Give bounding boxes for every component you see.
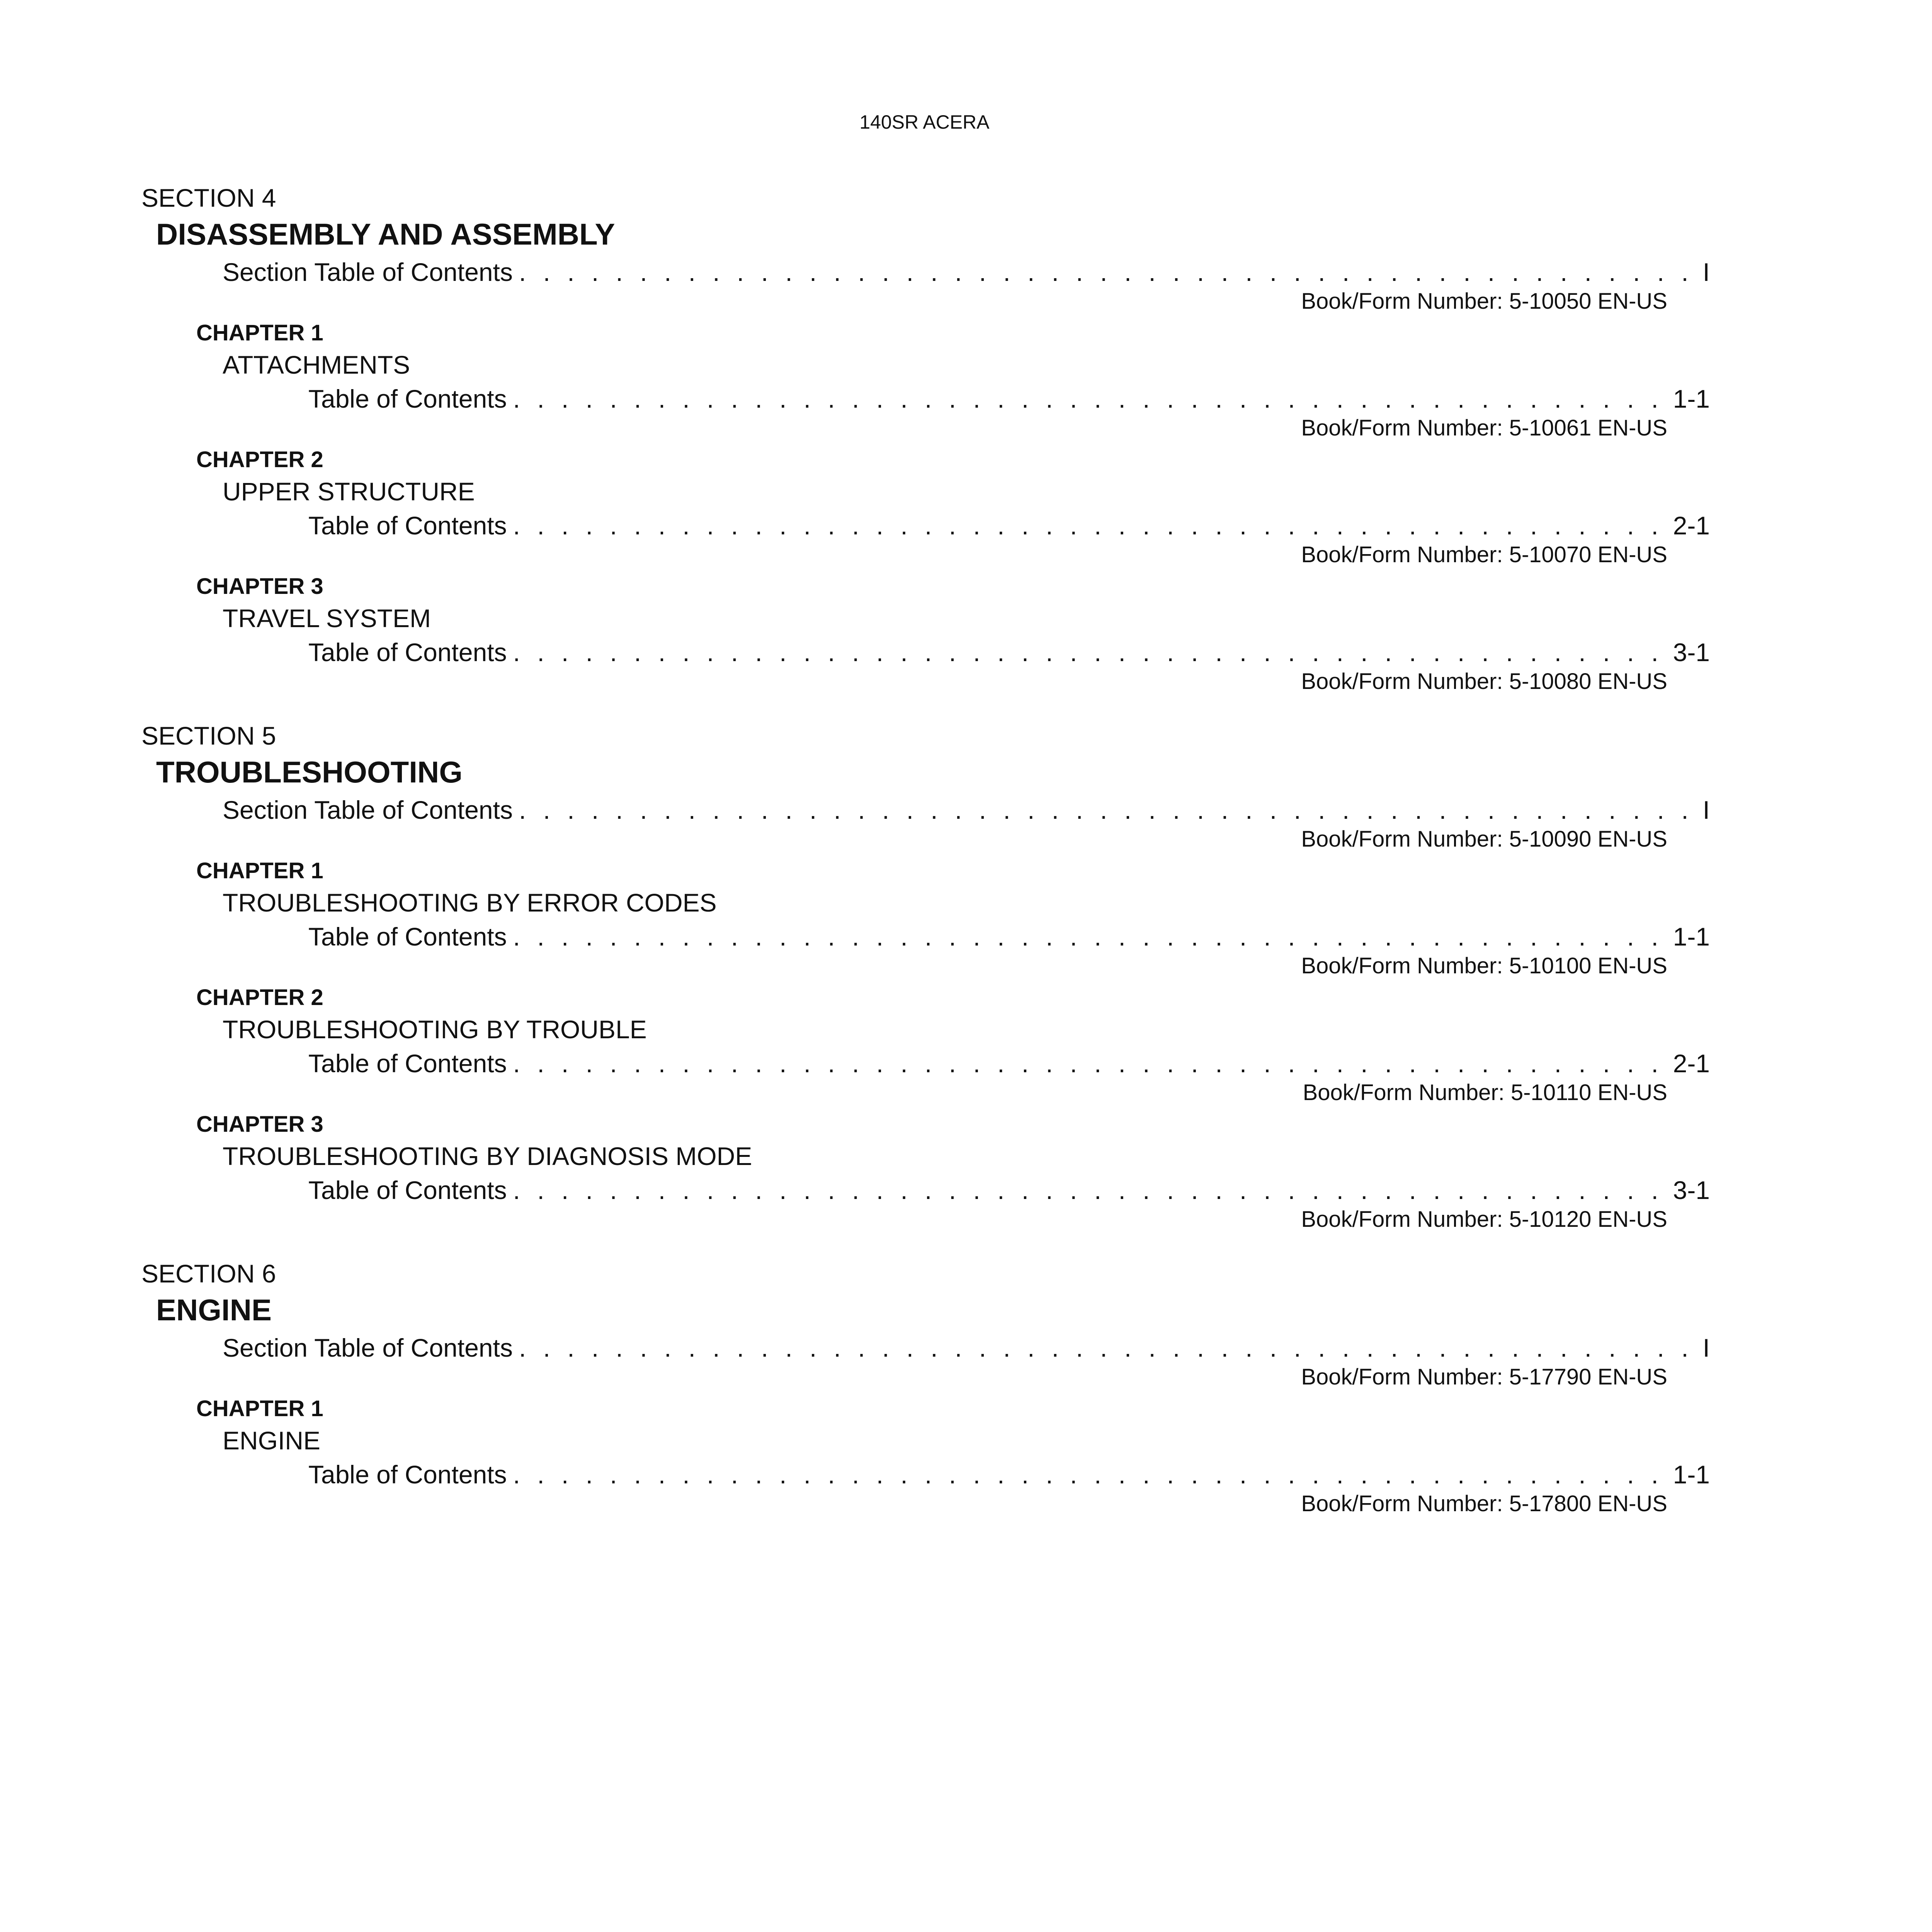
chapter-label: CHAPTER 1 bbox=[196, 858, 323, 883]
toc-entry-text: Table of Contents bbox=[308, 1460, 507, 1489]
section-label: SECTION 5 bbox=[141, 721, 276, 750]
toc-entry-text: Table of Contents bbox=[308, 511, 507, 540]
toc-entry-text: Table of Contents bbox=[308, 1176, 507, 1204]
dot-leader bbox=[519, 254, 1697, 290]
book-form-number: Book/Form Number: 5-17790 EN-US bbox=[1301, 1364, 1667, 1389]
toc-entry-text: Section Table of Contents bbox=[223, 796, 513, 824]
chapter-toc-link[interactable] bbox=[308, 381, 1710, 417]
book-form-number: Book/Form Number: 5-10110 EN-US bbox=[1303, 1080, 1667, 1105]
chapter-toc-link[interactable] bbox=[308, 508, 1710, 543]
dot-leader bbox=[519, 792, 1697, 828]
toc-entry-text: Section Table of Contents bbox=[223, 258, 513, 286]
section-toc-link[interactable] bbox=[223, 792, 1710, 828]
section-title: TROUBLESHOOTING bbox=[156, 755, 463, 789]
section-label: SECTION 4 bbox=[141, 184, 276, 212]
page-reference: I bbox=[1702, 796, 1710, 824]
book-form-number: Book/Form Number: 5-10120 EN-US bbox=[1301, 1207, 1667, 1232]
chapter-title: TROUBLESHOOTING BY ERROR CODES bbox=[223, 888, 717, 917]
chapter-title: TROUBLESHOOTING BY DIAGNOSIS MODE bbox=[223, 1142, 752, 1170]
chapter-label: CHAPTER 3 bbox=[196, 1112, 323, 1137]
chapter-title: UPPER STRUCTURE bbox=[223, 477, 475, 506]
section-title: DISASSEMBLY AND ASSEMBLY bbox=[156, 217, 615, 251]
page-reference: 1-1 bbox=[1673, 1460, 1710, 1489]
chapter-toc-link[interactable] bbox=[308, 1046, 1710, 1081]
page-reference: 1-1 bbox=[1673, 384, 1710, 413]
section-4 bbox=[141, 182, 1710, 696]
chapter-title: TRAVEL SYSTEM bbox=[223, 604, 431, 633]
page-reference: 3-1 bbox=[1673, 1176, 1710, 1204]
dot-leader bbox=[513, 919, 1667, 954]
chapter-label: CHAPTER 3 bbox=[196, 574, 323, 599]
section-6 bbox=[141, 1257, 1710, 1518]
section-5 bbox=[141, 719, 1710, 1233]
toc-entry-text: Table of Contents bbox=[308, 638, 507, 667]
table-of-contents bbox=[141, 182, 1710, 1542]
page-reference: I bbox=[1702, 1333, 1710, 1362]
dot-leader bbox=[513, 1172, 1667, 1208]
page-reference: 2-1 bbox=[1673, 1049, 1710, 1078]
toc-entry-text: Table of Contents bbox=[308, 922, 507, 951]
dot-leader bbox=[513, 381, 1667, 417]
toc-entry-text: Table of Contents bbox=[308, 1049, 507, 1078]
dot-leader bbox=[513, 634, 1667, 670]
chapter-toc-link[interactable] bbox=[308, 634, 1710, 670]
toc-entry-text: Section Table of Contents bbox=[223, 1333, 513, 1362]
section-label: SECTION 6 bbox=[141, 1259, 276, 1288]
dot-leader bbox=[519, 1330, 1697, 1366]
chapter-title: ENGINE bbox=[223, 1426, 321, 1455]
section-title: ENGINE bbox=[156, 1293, 272, 1327]
section-toc-link[interactable] bbox=[223, 254, 1710, 290]
page-reference: 3-1 bbox=[1673, 638, 1710, 667]
page-reference: 2-1 bbox=[1673, 511, 1710, 540]
book-form-number: Book/Form Number: 5-10100 EN-US bbox=[1301, 953, 1667, 978]
chapter-label: CHAPTER 1 bbox=[196, 320, 323, 345]
page-reference: I bbox=[1702, 258, 1710, 286]
page-reference: 1-1 bbox=[1673, 922, 1710, 951]
toc-entry-text: Table of Contents bbox=[308, 384, 507, 413]
chapter-toc-link[interactable] bbox=[308, 919, 1710, 954]
page-header-title: 140SR ACERA bbox=[859, 111, 990, 133]
book-form-number: Book/Form Number: 5-10080 EN-US bbox=[1301, 669, 1667, 694]
book-form-number: Book/Form Number: 5-17800 EN-US bbox=[1301, 1491, 1667, 1516]
dot-leader bbox=[513, 1457, 1667, 1492]
chapter-label: CHAPTER 2 bbox=[196, 447, 323, 472]
chapter-toc-link[interactable] bbox=[308, 1457, 1710, 1492]
chapter-title: TROUBLESHOOTING BY TROUBLE bbox=[223, 1015, 647, 1044]
book-form-number: Book/Form Number: 5-10050 EN-US bbox=[1301, 289, 1667, 314]
chapter-label: CHAPTER 1 bbox=[196, 1396, 323, 1421]
dot-leader bbox=[513, 508, 1667, 543]
book-form-number: Book/Form Number: 5-10090 EN-US bbox=[1301, 827, 1667, 852]
chapter-title: ATTACHMENTS bbox=[223, 350, 410, 379]
chapter-toc-link[interactable] bbox=[308, 1172, 1710, 1208]
book-form-number: Book/Form Number: 5-10061 EN-US bbox=[1301, 415, 1667, 440]
dot-leader bbox=[513, 1046, 1667, 1081]
section-toc-link[interactable] bbox=[223, 1330, 1710, 1366]
book-form-number: Book/Form Number: 5-10070 EN-US bbox=[1301, 542, 1667, 567]
chapter-label: CHAPTER 2 bbox=[196, 985, 323, 1010]
